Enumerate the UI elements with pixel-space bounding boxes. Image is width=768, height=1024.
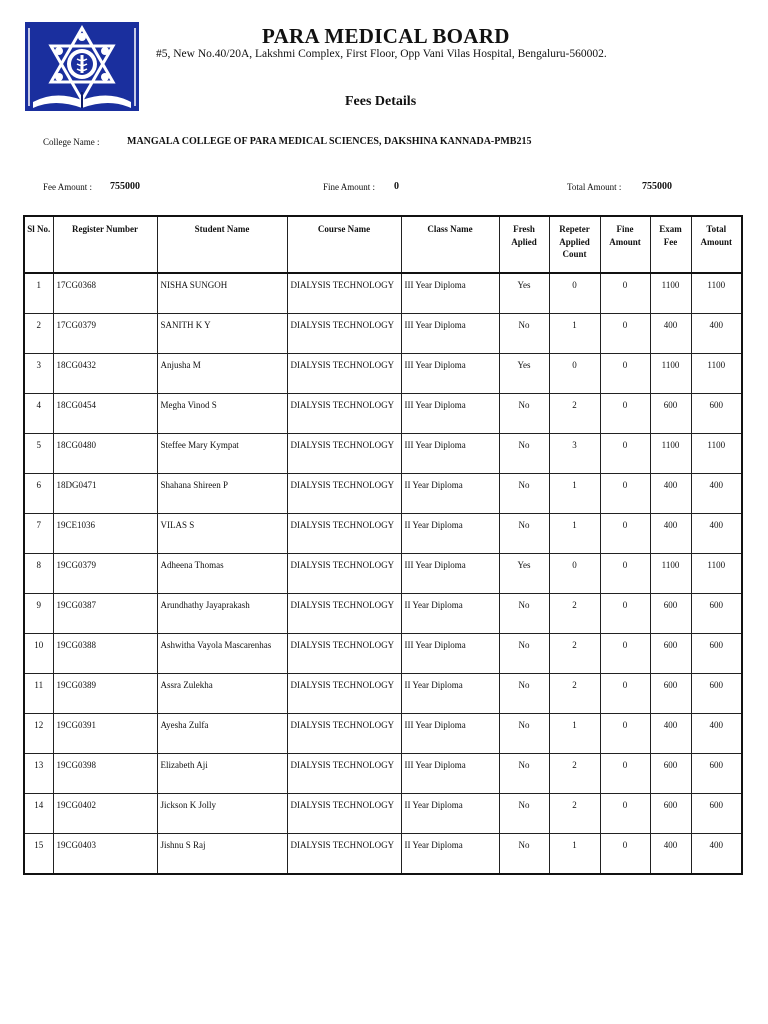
cell-total-amount: 600	[691, 394, 742, 434]
cell-fine-amount: 0	[600, 314, 650, 354]
cell-total-amount: 400	[691, 714, 742, 754]
cell-sl-no: 12	[24, 714, 53, 754]
fees-table	[23, 215, 743, 875]
cell-course-name: DIALYSIS TECHNOLOGY	[287, 273, 401, 314]
cell-class-name: II Year Diploma	[401, 474, 499, 514]
cell-course-name: DIALYSIS TECHNOLOGY	[287, 354, 401, 394]
cell-exam-fee: 600	[650, 674, 691, 714]
cell-student-name: Ashwitha Vayola Mascarenhas	[157, 634, 287, 674]
cell-fresh-applied: No	[499, 754, 549, 794]
board-title: PARA MEDICAL BOARD	[262, 24, 510, 48]
cell-fresh-applied: No	[499, 714, 549, 754]
cell-repeter-count: 2	[549, 794, 600, 834]
cell-total-amount: 600	[691, 674, 742, 714]
cell-student-name: Jickson K Jolly	[157, 794, 287, 834]
table-row	[24, 794, 742, 834]
cell-class-name: II Year Diploma	[401, 594, 499, 634]
cell-register-number: 19CG0398	[53, 754, 157, 794]
cell-repeter-count: 2	[549, 754, 600, 794]
cell-class-name: II Year Diploma	[401, 514, 499, 554]
cell-class-name: II Year Diploma	[401, 834, 499, 875]
cell-class-name: II Year Diploma	[401, 794, 499, 834]
cell-exam-fee: 400	[650, 514, 691, 554]
cell-total-amount: 1100	[691, 434, 742, 474]
cell-student-name: Ayesha Zulfa	[157, 714, 287, 754]
cell-class-name: III Year Diploma	[401, 754, 499, 794]
table-row	[24, 554, 742, 594]
cell-fresh-applied: Yes	[499, 354, 549, 394]
col-header-course-name: Course Name	[287, 216, 401, 273]
cell-register-number: 18CG0454	[53, 394, 157, 434]
cell-exam-fee: 1100	[650, 354, 691, 394]
col-header-class-name: Class Name	[401, 216, 499, 273]
cell-fresh-applied: No	[499, 474, 549, 514]
cell-sl-no: 2	[24, 314, 53, 354]
cell-total-amount: 1100	[691, 273, 742, 314]
cell-total-amount: 600	[691, 634, 742, 674]
cell-student-name: Jishnu S Raj	[157, 834, 287, 875]
cell-fresh-applied: Yes	[499, 554, 549, 594]
cell-course-name: DIALYSIS TECHNOLOGY	[287, 834, 401, 875]
table-row	[24, 354, 742, 394]
cell-register-number: 18CG0480	[53, 434, 157, 474]
col-header-student-name: Student Name	[157, 216, 287, 273]
cell-total-amount: 600	[691, 754, 742, 794]
cell-course-name: DIALYSIS TECHNOLOGY	[287, 434, 401, 474]
cell-fine-amount: 0	[600, 674, 650, 714]
cell-sl-no: 9	[24, 594, 53, 634]
table-row	[24, 394, 742, 434]
cell-course-name: DIALYSIS TECHNOLOGY	[287, 674, 401, 714]
table-header-row	[24, 216, 742, 273]
cell-register-number: 18DG0471	[53, 474, 157, 514]
cell-register-number: 19CG0387	[53, 594, 157, 634]
cell-student-name: Shahana Shireen P	[157, 474, 287, 514]
cell-class-name: III Year Diploma	[401, 434, 499, 474]
cell-course-name: DIALYSIS TECHNOLOGY	[287, 554, 401, 594]
cell-exam-fee: 400	[650, 474, 691, 514]
table-row	[24, 314, 742, 354]
cell-repeter-count: 2	[549, 634, 600, 674]
cell-sl-no: 8	[24, 554, 53, 594]
cell-fine-amount: 0	[600, 634, 650, 674]
cell-fine-amount: 0	[600, 714, 650, 754]
cell-repeter-count: 1	[549, 714, 600, 754]
page-title: Fees Details	[345, 94, 417, 109]
cell-class-name: III Year Diploma	[401, 273, 499, 314]
cell-repeter-count: 0	[549, 354, 600, 394]
cell-register-number: 19CG0391	[53, 714, 157, 754]
cell-total-amount: 400	[691, 514, 742, 554]
cell-repeter-count: 1	[549, 514, 600, 554]
cell-repeter-count: 0	[549, 554, 600, 594]
cell-fine-amount: 0	[600, 754, 650, 794]
cell-student-name: NISHA SUNGOH	[157, 273, 287, 314]
cell-class-name: III Year Diploma	[401, 634, 499, 674]
cell-class-name: II Year Diploma	[401, 674, 499, 714]
table-row	[24, 434, 742, 474]
cell-repeter-count: 1	[549, 834, 600, 875]
cell-sl-no: 13	[24, 754, 53, 794]
cell-sl-no: 1	[24, 273, 53, 314]
cell-class-name: III Year Diploma	[401, 354, 499, 394]
cell-fine-amount: 0	[600, 273, 650, 314]
cell-course-name: DIALYSIS TECHNOLOGY	[287, 314, 401, 354]
cell-fresh-applied: No	[499, 674, 549, 714]
cell-fresh-applied: Yes	[499, 273, 549, 314]
cell-total-amount: 1100	[691, 354, 742, 394]
col-header-repeter-count: Repeter Applied Count	[549, 216, 600, 273]
cell-exam-fee: 1100	[650, 434, 691, 474]
cell-fine-amount: 0	[600, 834, 650, 875]
cell-register-number: 19CG0379	[53, 554, 157, 594]
fee-amount-label: Fee Amount :	[43, 182, 92, 192]
cell-sl-no: 10	[24, 634, 53, 674]
cell-register-number: 18CG0432	[53, 354, 157, 394]
cell-student-name: Steffee Mary Kympat	[157, 434, 287, 474]
cell-course-name: DIALYSIS TECHNOLOGY	[287, 714, 401, 754]
table-row	[24, 514, 742, 554]
cell-repeter-count: 2	[549, 394, 600, 434]
cell-fine-amount: 0	[600, 554, 650, 594]
cell-fresh-applied: No	[499, 634, 549, 674]
fees-table-body	[24, 273, 742, 874]
cell-repeter-count: 2	[549, 594, 600, 634]
cell-exam-fee: 1100	[650, 554, 691, 594]
col-header-sl-no: Sl No.	[24, 216, 53, 273]
cell-register-number: 19CG0403	[53, 834, 157, 875]
cell-fine-amount: 0	[600, 474, 650, 514]
col-header-exam-fee: Exam Fee	[650, 216, 691, 273]
cell-fresh-applied: No	[499, 314, 549, 354]
cell-total-amount: 1100	[691, 554, 742, 594]
cell-fine-amount: 0	[600, 394, 650, 434]
cell-fresh-applied: No	[499, 834, 549, 875]
cell-fine-amount: 0	[600, 434, 650, 474]
fee-amount-value: 755000	[110, 181, 140, 192]
college-name-value: MANGALA COLLEGE OF PARA MEDICAL SCIENCES, DAKSHINA KANNADA-PMB215	[127, 136, 532, 147]
table-row	[24, 714, 742, 754]
cell-class-name: III Year Diploma	[401, 714, 499, 754]
cell-student-name: Elizabeth Aji	[157, 754, 287, 794]
table-row	[24, 674, 742, 714]
col-header-total-amount: Total Amount	[691, 216, 742, 273]
cell-total-amount: 600	[691, 594, 742, 634]
cell-course-name: DIALYSIS TECHNOLOGY	[287, 634, 401, 674]
cell-course-name: DIALYSIS TECHNOLOGY	[287, 594, 401, 634]
cell-exam-fee: 400	[650, 714, 691, 754]
total-amount-label: Total Amount :	[567, 182, 622, 192]
cell-sl-no: 5	[24, 434, 53, 474]
cell-student-name: Adheena Thomas	[157, 554, 287, 594]
cell-exam-fee: 400	[650, 314, 691, 354]
para-medical-board-logo	[25, 22, 139, 111]
cell-total-amount: 400	[691, 314, 742, 354]
cell-exam-fee: 600	[650, 394, 691, 434]
fine-amount-value: 0	[394, 181, 399, 192]
cell-total-amount: 600	[691, 794, 742, 834]
cell-fresh-applied: No	[499, 594, 549, 634]
cell-student-name: SANITH K Y	[157, 314, 287, 354]
cell-course-name: DIALYSIS TECHNOLOGY	[287, 474, 401, 514]
cell-fine-amount: 0	[600, 354, 650, 394]
cell-sl-no: 14	[24, 794, 53, 834]
table-row	[24, 834, 742, 875]
table-row	[24, 474, 742, 514]
cell-register-number: 19CE1036	[53, 514, 157, 554]
cell-class-name: III Year Diploma	[401, 554, 499, 594]
college-name-label: College Name :	[43, 137, 100, 147]
cell-course-name: DIALYSIS TECHNOLOGY	[287, 394, 401, 434]
cell-total-amount: 400	[691, 474, 742, 514]
cell-student-name: VILAS S	[157, 514, 287, 554]
cell-sl-no: 15	[24, 834, 53, 875]
cell-register-number: 17CG0379	[53, 314, 157, 354]
cell-repeter-count: 0	[549, 273, 600, 314]
col-header-register-number: Register Number	[53, 216, 157, 273]
cell-class-name: III Year Diploma	[401, 394, 499, 434]
cell-sl-no: 7	[24, 514, 53, 554]
cell-register-number: 19CG0402	[53, 794, 157, 834]
cell-student-name: Assra Zulekha	[157, 674, 287, 714]
board-address: #5, New No.40/20A, Lakshmi Complex, First Floor, Opp Vani Vilas Hospital, Bengaluru-560002.	[156, 48, 607, 60]
cell-course-name: DIALYSIS TECHNOLOGY	[287, 514, 401, 554]
cell-fine-amount: 0	[600, 794, 650, 834]
table-row	[24, 594, 742, 634]
col-header-fine-amount: Fine Amount	[600, 216, 650, 273]
cell-exam-fee: 1100	[650, 273, 691, 314]
cell-repeter-count: 3	[549, 434, 600, 474]
cell-repeter-count: 1	[549, 474, 600, 514]
cell-fresh-applied: No	[499, 434, 549, 474]
cell-repeter-count: 2	[549, 674, 600, 714]
cell-sl-no: 4	[24, 394, 53, 434]
cell-exam-fee: 600	[650, 754, 691, 794]
cell-exam-fee: 600	[650, 634, 691, 674]
cell-exam-fee: 400	[650, 834, 691, 875]
fine-amount-label: Fine Amount :	[323, 182, 376, 192]
cell-sl-no: 6	[24, 474, 53, 514]
cell-fine-amount: 0	[600, 594, 650, 634]
table-row	[24, 634, 742, 674]
cell-fresh-applied: No	[499, 394, 549, 434]
total-amount-value: 755000	[642, 181, 672, 192]
cell-repeter-count: 1	[549, 314, 600, 354]
cell-exam-fee: 600	[650, 794, 691, 834]
cell-fine-amount: 0	[600, 514, 650, 554]
table-row	[24, 273, 742, 314]
cell-course-name: DIALYSIS TECHNOLOGY	[287, 794, 401, 834]
col-header-fresh-applied: Fresh Aplied	[499, 216, 549, 273]
table-row	[24, 754, 742, 794]
cell-fresh-applied: No	[499, 514, 549, 554]
cell-total-amount: 400	[691, 834, 742, 875]
cell-fresh-applied: No	[499, 794, 549, 834]
cell-register-number: 19CG0388	[53, 634, 157, 674]
cell-course-name: DIALYSIS TECHNOLOGY	[287, 754, 401, 794]
cell-register-number: 19CG0389	[53, 674, 157, 714]
cell-register-number: 17CG0368	[53, 273, 157, 314]
cell-student-name: Megha Vinod S	[157, 394, 287, 434]
cell-exam-fee: 600	[650, 594, 691, 634]
cell-class-name: III Year Diploma	[401, 314, 499, 354]
cell-student-name: Arundhathy Jayaprakash	[157, 594, 287, 634]
cell-student-name: Anjusha M	[157, 354, 287, 394]
cell-sl-no: 3	[24, 354, 53, 394]
cell-sl-no: 11	[24, 674, 53, 714]
